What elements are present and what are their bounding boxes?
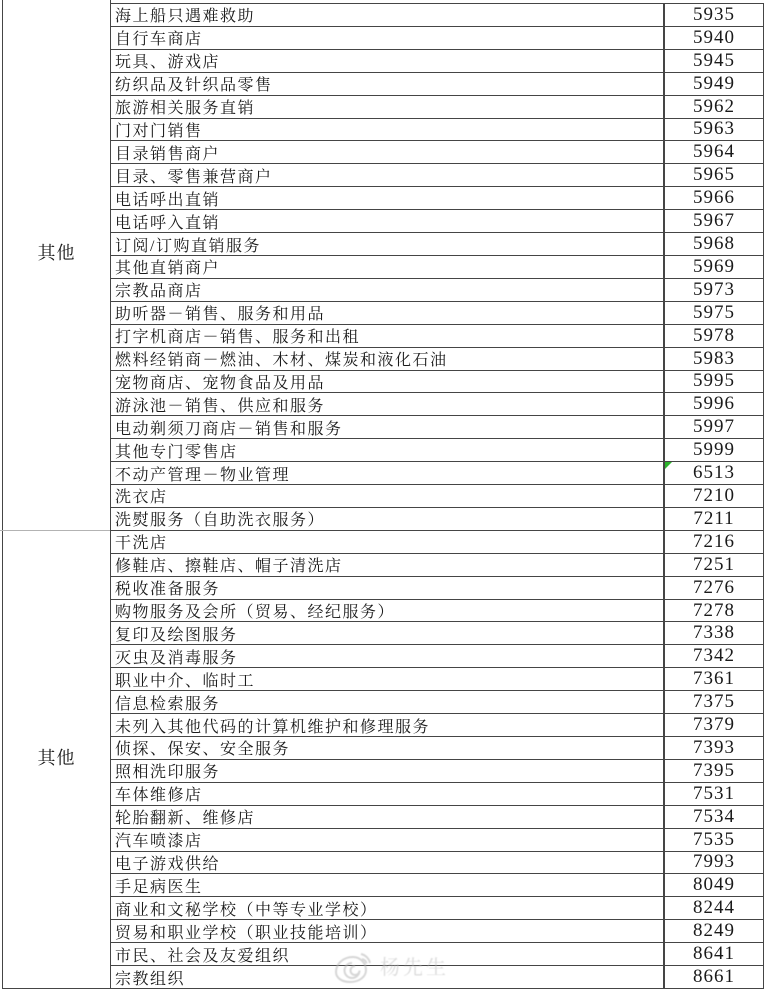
merchant-category-cell: 贸易和职业学校（职业技能培训）: [110, 920, 664, 942]
merchant-category-cell: 打字机商店－销售、服务和出租: [110, 325, 664, 347]
table-row: [110, 600, 764, 623]
table-row: [110, 531, 764, 554]
merchant-category-cell: 信息检索服务: [110, 691, 664, 713]
table-row: [110, 485, 764, 508]
merchant-category-cell: 电子游戏供给: [110, 852, 664, 874]
table-row: [110, 966, 764, 989]
table-row: [110, 302, 764, 325]
section-divider-line: [0, 530, 111, 531]
table-row: [110, 119, 764, 142]
merchant-category-cell: 市民、社会及友爱组织: [110, 943, 664, 965]
mcc-code-cell: 5940: [693, 26, 735, 48]
mcc-code-cell: 5995: [693, 370, 735, 392]
mcc-code-cell: 5964: [693, 141, 735, 163]
mcc-code-cell: 5966: [693, 187, 735, 209]
mcc-code-cell: 5975: [693, 301, 735, 323]
mcc-code-cell: 5969: [693, 255, 735, 277]
mcc-code-cell: 7393: [693, 737, 735, 758]
table-section-1: [110, 4, 764, 531]
table-row: [110, 622, 764, 645]
merchant-category-cell: 电话呼出直销: [110, 187, 664, 209]
mcc-code-cell: 8244: [693, 897, 735, 919]
merchant-category-cell: 宗教品商店: [110, 279, 664, 301]
mcc-code-cell: 7379: [693, 714, 735, 736]
mcc-code-cell: 5963: [693, 118, 735, 140]
mcc-code-cell: 7395: [693, 759, 735, 781]
table-row: [110, 691, 764, 714]
table-row: [110, 233, 764, 256]
table-row: [110, 279, 764, 302]
merchant-category-cell: 自行车商店: [110, 27, 664, 49]
mcc-code-cell: 7251: [693, 553, 735, 575]
table-row: [110, 27, 764, 50]
merchant-category-cell: 门对门销售: [110, 119, 664, 141]
table-section-2: [110, 531, 764, 989]
mcc-code-cell: 5978: [693, 324, 735, 346]
mcc-code-cell: 5962: [693, 95, 735, 117]
merchant-category-cell: 商业和文秘学校（中等专业学校）: [110, 897, 664, 919]
table-row: [110, 806, 764, 829]
mcc-code-cell: 7278: [693, 599, 735, 621]
table-row: [110, 737, 764, 760]
mcc-code-cell: 8641: [693, 943, 735, 965]
table-row: [110, 187, 764, 210]
mcc-code-cell: 7531: [693, 782, 735, 804]
merchant-category-cell: 海上船只遇难救助: [110, 4, 664, 26]
merchant-category-cell: 燃料经销商－燃油、木材、煤炭和液化石油: [110, 348, 664, 370]
table-row: [110, 210, 764, 233]
table-row: [110, 348, 764, 371]
mcc-code-cell: 6513: [693, 462, 735, 484]
mcc-code-cell: 7338: [693, 622, 735, 644]
table-row: [110, 920, 764, 943]
merchant-category-cell: 未列入其他代码的计算机维护和修理服务: [110, 714, 664, 736]
mcc-code-cell: 7216: [693, 530, 735, 552]
merchant-category-cell: 洗熨服务（自助洗衣服务）: [110, 508, 664, 530]
merchant-category-cell: 洗衣店: [110, 485, 664, 507]
mcc-code-cell: 5973: [693, 278, 735, 300]
table-body: [110, 4, 764, 989]
table-row: [110, 874, 764, 897]
table-row: [110, 897, 764, 920]
table-row: [110, 141, 764, 164]
table-row: [110, 50, 764, 73]
mcc-code-cell: 8249: [693, 920, 735, 942]
table-row: [110, 371, 764, 394]
merchant-category-cell: 复印及绘图服务: [110, 622, 664, 644]
table-left-border: [2, 0, 3, 989]
merchant-category-cell: 游泳池－销售、供应和服务: [110, 393, 664, 415]
merchant-category-cell: 其他直销商户: [110, 256, 664, 278]
mcc-code-cell: 5945: [693, 49, 735, 71]
mcc-code-cell: 5935: [693, 4, 735, 25]
merchant-category-cell: 侦探、保安、安全服务: [110, 737, 664, 759]
mcc-code-cell: 5967: [693, 210, 735, 232]
mcc-code-cell: 5999: [693, 439, 735, 461]
merchant-category-cell: 照相洗印服务: [110, 760, 664, 782]
merchant-category-cell: 职业中介、临时工: [110, 668, 664, 690]
table-row: [110, 508, 764, 531]
table-row: [110, 416, 764, 439]
merchant-category-cell: 手足病医生: [110, 874, 664, 896]
table-row: [110, 668, 764, 691]
merchant-category-cell: 目录、零售兼营商户: [110, 164, 664, 186]
merchant-category-cell: 轮胎翻新、维修店: [110, 806, 664, 828]
merchant-category-cell: 助听器－销售、服务和用品: [110, 302, 664, 324]
merchant-category-cell: 税收准备服务: [110, 577, 664, 599]
mcc-code-cell: 7993: [693, 851, 735, 873]
table-row: [110, 577, 764, 600]
mcc-code-cell: 5965: [693, 164, 735, 186]
table-row: [110, 943, 764, 966]
mcc-code-cell: 8661: [693, 966, 735, 988]
mcc-code-cell: 7342: [693, 645, 735, 667]
table-row: [110, 4, 764, 27]
merchant-category-cell: 纺织品及针织品零售: [110, 73, 664, 95]
merchant-category-cell: 旅游相关服务直销: [110, 96, 664, 118]
merchant-category-cell: 干洗店: [110, 531, 664, 553]
table-row: [110, 760, 764, 783]
merchant-category-cell: 宗教组织: [110, 966, 664, 988]
table-row: [110, 714, 764, 737]
merchant-category-cell: 电动剃须刀商店－销售和服务: [110, 416, 664, 438]
merchant-category-cell: 不动产管理－物业管理: [110, 462, 664, 484]
merchant-category-cell: 修鞋店、擦鞋店、帽子清洗店: [110, 554, 664, 576]
mcc-code-cell: 5949: [693, 72, 735, 94]
table-row: [110, 96, 764, 119]
mcc-code-cell: 5968: [693, 233, 735, 255]
merchant-category-cell: 其他专门零售店: [110, 439, 664, 461]
mcc-code-cell: 7211: [693, 507, 735, 529]
mcc-code-cell: 7534: [693, 805, 735, 827]
merchant-category-cell: 汽车喷漆店: [110, 829, 664, 851]
table-row: [110, 829, 764, 852]
merchant-category-cell: 宠物商店、宠物食品及用品: [110, 371, 664, 393]
merchant-category-cell: 目录销售商户: [110, 141, 664, 163]
mcc-code-cell: 5996: [693, 393, 735, 415]
table-row: [110, 393, 764, 416]
section-label-other-1: 其他: [37, 243, 76, 263]
mcc-code-cell: 7276: [693, 576, 735, 598]
merchant-category-cell: 玩具、游戏店: [110, 50, 664, 72]
mcc-code-cell: 8049: [693, 874, 735, 896]
cell-error-indicator-icon: [665, 462, 672, 469]
watermark-text: 杨先生: [380, 956, 449, 979]
merchant-category-cell: 电话呼入直销: [110, 210, 664, 232]
table-row: [110, 852, 764, 875]
section-label-other-2: 其他: [37, 748, 76, 768]
mcc-code-cell: 7375: [693, 691, 735, 713]
mcc-code-cell: 7361: [693, 668, 735, 690]
table-row: [110, 645, 764, 668]
mcc-code-cell: 7535: [693, 828, 735, 850]
table-row: [110, 439, 764, 462]
mcc-code-cell: 7210: [693, 485, 735, 506]
table-row: [110, 554, 764, 577]
table-row: [110, 783, 764, 806]
table-row: [110, 325, 764, 348]
merchant-category-cell: 购物服务及会所（贸易、经纪服务）: [110, 600, 664, 622]
merchant-category-cell: 灭虫及消毒服务: [110, 645, 664, 667]
table-row: [110, 73, 764, 96]
mcc-code-cell: 5997: [693, 416, 735, 438]
merchant-category-cell: 车体维修店: [110, 783, 664, 805]
merchant-category-cell: 订阅/订购直销服务: [110, 233, 664, 255]
table-row: [110, 164, 764, 187]
table-row: [110, 256, 764, 279]
mcc-code-cell: 5983: [693, 347, 735, 369]
